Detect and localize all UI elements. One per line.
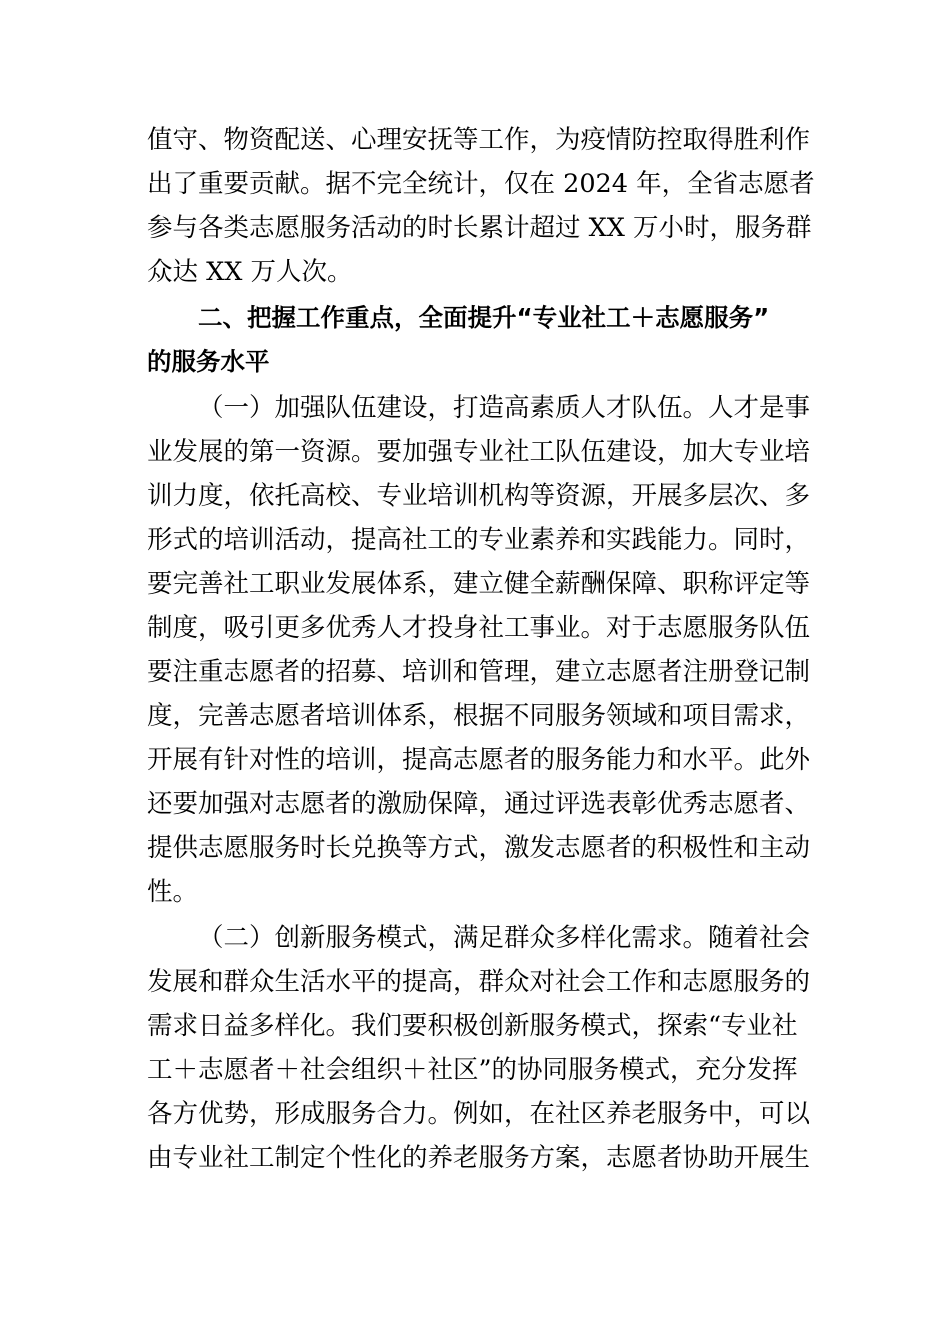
body-text-line: 各方优势，形成服务合力。例如，在社区养老服务中，可以	[147, 1099, 811, 1129]
body-text-line: 开展有针对性的培训，提高志愿者的服务能力和水平。此外	[147, 745, 811, 775]
body-text-line: 需求日益多样化。我们要积极创新服务模式，探索“专业社	[147, 1011, 798, 1041]
paragraph-first-line: （一）加强队伍建设，打造高素质人才队伍。人才是事	[198, 393, 811, 423]
body-text-line: 提供志愿服务时长兑换等方式，激发志愿者的积极性和主动	[147, 833, 811, 863]
body-text-line: 工＋志愿者＋社会组织＋社区”的协同服务模式，充分发挥	[147, 1055, 798, 1085]
body-text-line: 度，完善志愿者培训体系，根据不同服务领域和项目需求，	[147, 701, 811, 731]
body-text-line: 要注重志愿者的招募、培训和管理，建立志愿者注册登记制	[147, 657, 811, 687]
section-heading: 二、把握工作重点，全面提升“专业社工＋志愿服务”	[198, 303, 770, 332]
body-text-line: 制度，吸引更多优秀人才投身社工事业。对于志愿服务队伍	[147, 613, 811, 643]
section-heading-continuation: 的服务水平	[147, 347, 270, 376]
body-text-line: 训力度，依托高校、专业培训机构等资源，开展多层次、多	[147, 481, 811, 511]
body-text-line: 由专业社工制定个性化的养老服务方案，志愿者协助开展生	[147, 1143, 811, 1173]
body-text-line: 值守、物资配送、心理安抚等工作，为疫情防控取得胜利作	[147, 125, 811, 155]
body-text-line: 出了重要贡献。据不完全统计，仅在 2024 年，全省志愿者	[147, 169, 815, 199]
paragraph-first-line: （二）创新服务模式，满足群众多样化需求。随着社会	[198, 923, 811, 953]
body-text-line: 还要加强对志愿者的激励保障，通过评选表彰优秀志愿者、	[147, 789, 811, 819]
body-text-line: 众达 XX 万人次。	[147, 257, 353, 287]
body-text-line: 形式的培训活动，提高社工的专业素养和实践能力。同时，	[147, 525, 811, 555]
body-text-line: 性。	[147, 877, 199, 907]
body-text-line: 发展和群众生活水平的提高，群众对社会工作和志愿服务的	[147, 967, 811, 997]
body-text-line: 参与各类志愿服务活动的时长累计超过 XX 万小时，服务群	[147, 213, 812, 243]
body-text-line: 业发展的第一资源。要加强专业社工队伍建设，加大专业培	[147, 437, 811, 467]
body-text-line: 要完善社工职业发展体系，建立健全薪酬保障、职称评定等	[147, 569, 811, 599]
